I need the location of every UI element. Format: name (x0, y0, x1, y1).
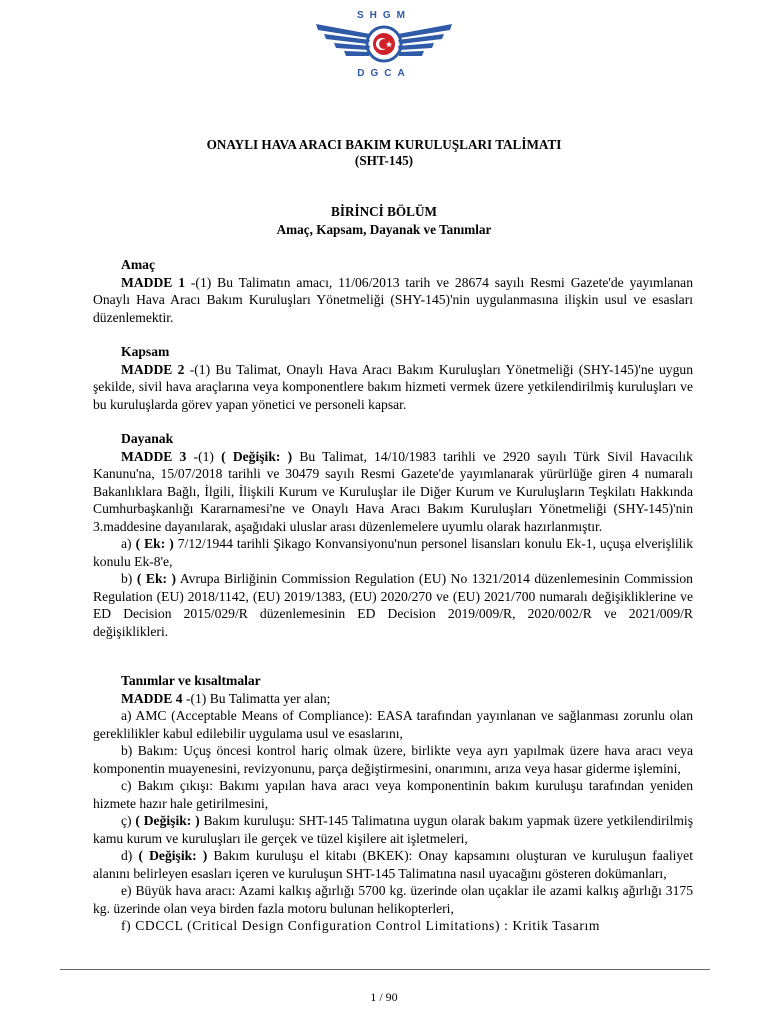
item-cc-prefix: ç) (121, 813, 136, 828)
madde-4-item-c: c) Bakım çıkışı: Bakımı yapılan hava aracı veya komponentinin bakım kuruluşu tarafından yeniden hizmete hazır hale getirilmesini, (93, 778, 693, 811)
logo-bottom-text: DGCA (357, 68, 411, 78)
item-a-prefix: a) (121, 536, 136, 551)
madde-4-item-e: e) Büyük hava aracı: Azami kalkış ağırlığı 5700 kg. üzerinde olan uçaklar ile azami kalkış ağırlığı 3175 kg. üzerinde olan veya birden fazla motoru bulunan helikopterleri, (93, 883, 693, 916)
madde-3-paragraph (93, 448, 693, 536)
item-d-change-tag: ( Değişik: ) (138, 848, 208, 863)
item-d-text: Bakım kuruluşu el kitabı (BKEK): Onay kapsamını oluşturan ve kuruluşun faaliyet alanını belirleyen esasları içeren ve kuruluşun SHT-145 Talimatına nasıl uyacağını gösteren dokümanları, (93, 848, 693, 881)
madde-3-label: MADDE 3 (121, 448, 187, 464)
madde-1-text: -(1) Bu Talimatın amacı, 11/06/2013 tarih ve 28674 sayılı Resmi Gazete'de yayımlanan Onaylı Hava Aracı Bakım Kuruluşları Yönetmeliği (SHY-145)'nin uygulanmasına ilişkin usul ve esasları düzenlemektir. (93, 274, 694, 325)
madde-3-prefix: -(1) (186, 448, 222, 464)
item-cc-text: Bakım kuruluşu: SHT-145 Talimatına uygun olarak bakım yapmak üzere yetkilendirilmiş kamu kurum ve kuruluşları ile gerçek ve tüzel kişilere ait işletmeleri, (93, 813, 693, 846)
document-title: ONAYLI HAVA ARACI BAKIM KURULUŞLARI TALİMATI (206, 137, 562, 152)
madde-4-text: -(1) Bu Talimatta yer alan; (182, 690, 331, 706)
article-1 (93, 256, 693, 326)
madde-1-paragraph (93, 274, 693, 327)
madde-2-paragraph (93, 361, 693, 414)
item-b-prefix: b) (121, 571, 137, 586)
item-cc-change-tag: ( Değişik: ) (135, 813, 200, 828)
item-d-prefix: d) (121, 848, 139, 863)
article-4 (93, 672, 693, 935)
heading-tanimlar: Tanımlar ve kısaltmalar (121, 673, 261, 688)
heading-amac: Amaç (121, 257, 155, 272)
madde-2-label: MADDE 2 (121, 361, 185, 377)
item-a-ek-tag: ( Ek: ) (135, 536, 174, 551)
madde-4-item-a: a) AMC (Acceptable Means of Compliance): EASA tarafından yayınlanan ve sağlanması zorunlu olan gereklilikler kabul edilebilir uygulama usul ve esaslarını, (93, 708, 693, 741)
page-number: 1 / 90 (370, 990, 398, 1004)
item-b-text: Avrupa Birliğinin Commission Regulation (EU) No 1321/2014 düzenlemesinin Commission Regulation (EU) 2018/1142, (EU) 2019/1383, (EU) 2020/270 ve (EU) 2021/700 numaralı değişikliklerine ve ED Decision 2015/029/R düzenlemesinin ED Decision 2019/009/R, 2020/002/R ve 2021/009/R değişiklikleri. (93, 571, 693, 639)
logo-top-text: SHGM (357, 10, 411, 21)
article-3 (93, 430, 693, 640)
chapter-title: BİRİNCİ BÖLÜM (331, 204, 437, 219)
madde-4-item-b: b) Bakım: Uçuş öncesi kontrol hariç olmak üzere, birlikte veya ayrı yapılmak üzere hava aracı veya komponentin muayenesini, revizyonunu, parça değiştirmesini, onarımını, arıza veya hasar giderme işlemini, (93, 743, 693, 776)
page-divider (60, 969, 710, 970)
madde-3-text: Bu Talimat, 14/10/1983 tarihli ve 2920 sayılı Türk Sivil Havacılık Kanunu'na, 15/07/2018 tarihli ve 30479 sayılı Resmi Gazete'de yayımlanarak yürürlüğe giren 4 numaralı Bakanlıklara Bağlı, İlgili, İlişkili Kurum ve Kuruluşlar ile Diğer Kurum ve Kuruluşların Teşkilatı Hakkında Cumhurbaşkanlığı Kararnamesi'ne ve Onaylı Hava Aracı Bakım Kuruluşları Yönetmeliği (SHY-145)'nin 3.maddesine dayanılarak, aşağıdaki uluslar arası düzenlemelere uyumlu olarak hazırlanmıştır. (93, 448, 693, 534)
heading-kapsam: Kapsam (121, 344, 170, 359)
madde-1-label: MADDE 1 (121, 274, 186, 290)
item-a-text: 7/12/1944 tarihli Şikago Konvansiyonu'nun personel lisansları konulu Ek-1, uçuşa elverişlilik konulu Ek-8'e, (93, 536, 693, 569)
madde-2-text: -(1) Bu Talimat, Onaylı Hava Aracı Bakım Kuruluşları Yönetmeliği (SHY-145)'ne uygun şekilde, sivil hava araçlarına veya komponentlere bakım hizmeti vermek üzere yetkilendirilmiş kuruluşları ve bu kuruluşlarda görev yapan yönetici ve personeli kapsar. (93, 361, 693, 412)
heading-dayanak: Dayanak (121, 431, 174, 446)
item-b-ek-tag: ( Ek: ) (136, 571, 177, 586)
madde-3-item-a (93, 535, 693, 570)
chapter-subtitle: Amaç, Kapsam, Dayanak ve Tanımlar (276, 222, 492, 237)
document-code: (SHT-145) (354, 153, 414, 168)
article-2 (93, 343, 693, 413)
madde-3-item-b (93, 570, 693, 640)
shgm-dgca-logo (312, 8, 456, 78)
madde-4-item-d (93, 847, 693, 882)
madde-4-item-f: f) CDCCL (Critical Design Configuration Control Limitations) : Kritik Tasarım (121, 918, 601, 933)
madde-4-label: MADDE 4 (121, 690, 183, 706)
madde-4-item-cc (93, 812, 693, 847)
madde-3-change-tag: ( Değişik: ) (221, 448, 293, 464)
madde-4-paragraph (93, 690, 693, 708)
